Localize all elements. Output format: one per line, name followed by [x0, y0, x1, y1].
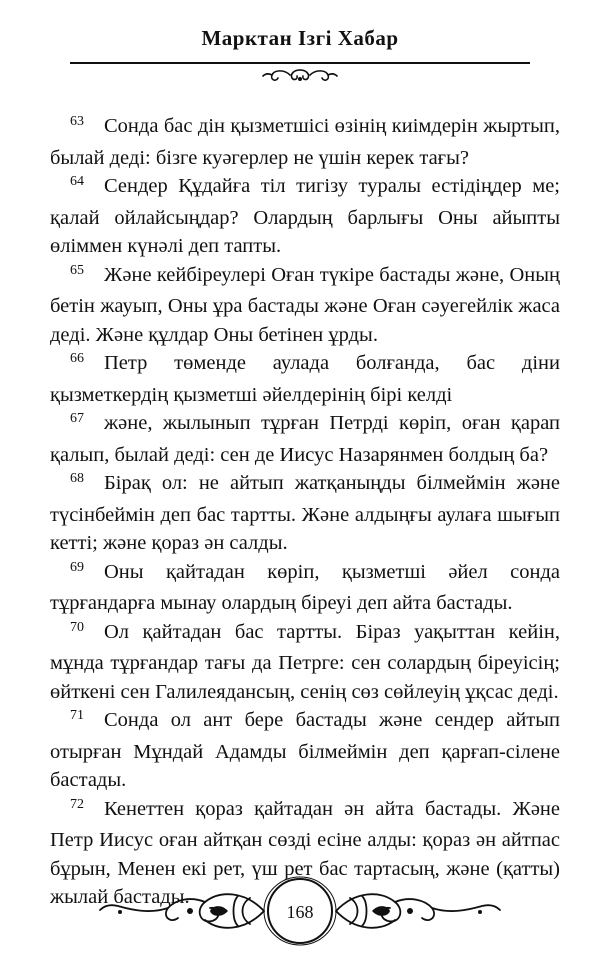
verse-text: Оны қайтадан көріп, қызметші әйел сонда тұрғандарға мынау олардың біреуі деп айта бастады.: [50, 560, 560, 614]
verse-paragraph: [50, 172, 560, 261]
verse-text: Петр төменде аулада болғанда, бас діни қызметкердің қызметші әйелдерінің бірі келді: [50, 352, 560, 406]
verse-number: 70: [70, 619, 84, 635]
verse-paragraph: [50, 409, 560, 469]
verse-number: 68: [70, 471, 84, 486]
verse-text: Сонда ол ант бере бастады және сендер айтып отырған Мұндай Адамды білмеймін деп қарғап-сілене бастады.: [50, 709, 560, 791]
page-number: 168: [286, 902, 314, 922]
verse-paragraph: [50, 706, 560, 795]
verse-paragraph: [50, 469, 560, 558]
verse-text: және, жылынып тұрған Петрді көріп, оған қарап қалып, былай деді: сен де Иисус Назарянмен болдың ба?: [50, 412, 560, 466]
verse-number: 67: [70, 411, 84, 426]
verse-text: Сонда бас дін қызметшісі өзінің киімдерін жыртып, былай деді: бізге куәгерлер не үшін керек тағы?: [50, 115, 560, 169]
verse-number: 65: [70, 262, 84, 278]
verse-paragraph: [50, 349, 560, 409]
verse-text: Ол қайтадан бас тартты. Біраз уақыттан кейін, мұнда тұрғандар тағы да Петрге: сен солардың біреуісің; өйткені сен Галилеядансың, сенің сөз сөйлеуің ұқсас деді.: [50, 620, 560, 703]
verse-number: 69: [70, 559, 84, 575]
verse-number: 66: [70, 351, 84, 366]
verse-paragraph: [50, 618, 560, 707]
verse-paragraph: [50, 112, 560, 172]
scroll-ornament-icon: [260, 64, 340, 86]
running-header-title: Марктан Ізгі Хабар: [201, 26, 399, 50]
verse-number: 71: [70, 708, 84, 723]
verse-text: Сендер Құдайға тіл тигізу туралы естідіңдер ме; қалай ойлайсыңдар? Олардың барлығы Оны айыпты өліммен күнәлі деп тапты.: [50, 175, 560, 257]
verse-text: Бірақ ол: не айтып жатқаныңды білмеймін және түсінбеймін деп бас тартты. Және алдыңғы аулаға шығып кетті; және қораз ән салды.: [50, 472, 560, 554]
verse-text: Кенеттен қораз қайтадан ән айта бастады. Және Петр Иисус оған айтқан сөзді есіне алды: қораз ән айтпас бұрын, Менен екі рет, үш рет бас тартасың, және (қатты) жылай бастады.: [50, 797, 560, 908]
verse-paragraph: [50, 261, 560, 350]
page-footer: [0, 876, 600, 946]
verse-text: Және кейбіреулері Оған түкіре бастады және, Оның бетін жауып, Оны ұра бастады және Оған сәуегейлік жаса деді. Және құлдар Оны бетінен ұрды.: [50, 263, 560, 346]
verse-number: 72: [70, 796, 84, 812]
verse-paragraph: [50, 558, 560, 618]
scripture-text: [50, 112, 560, 912]
verse-number: 63: [70, 114, 84, 129]
verse-number: 64: [70, 174, 84, 189]
